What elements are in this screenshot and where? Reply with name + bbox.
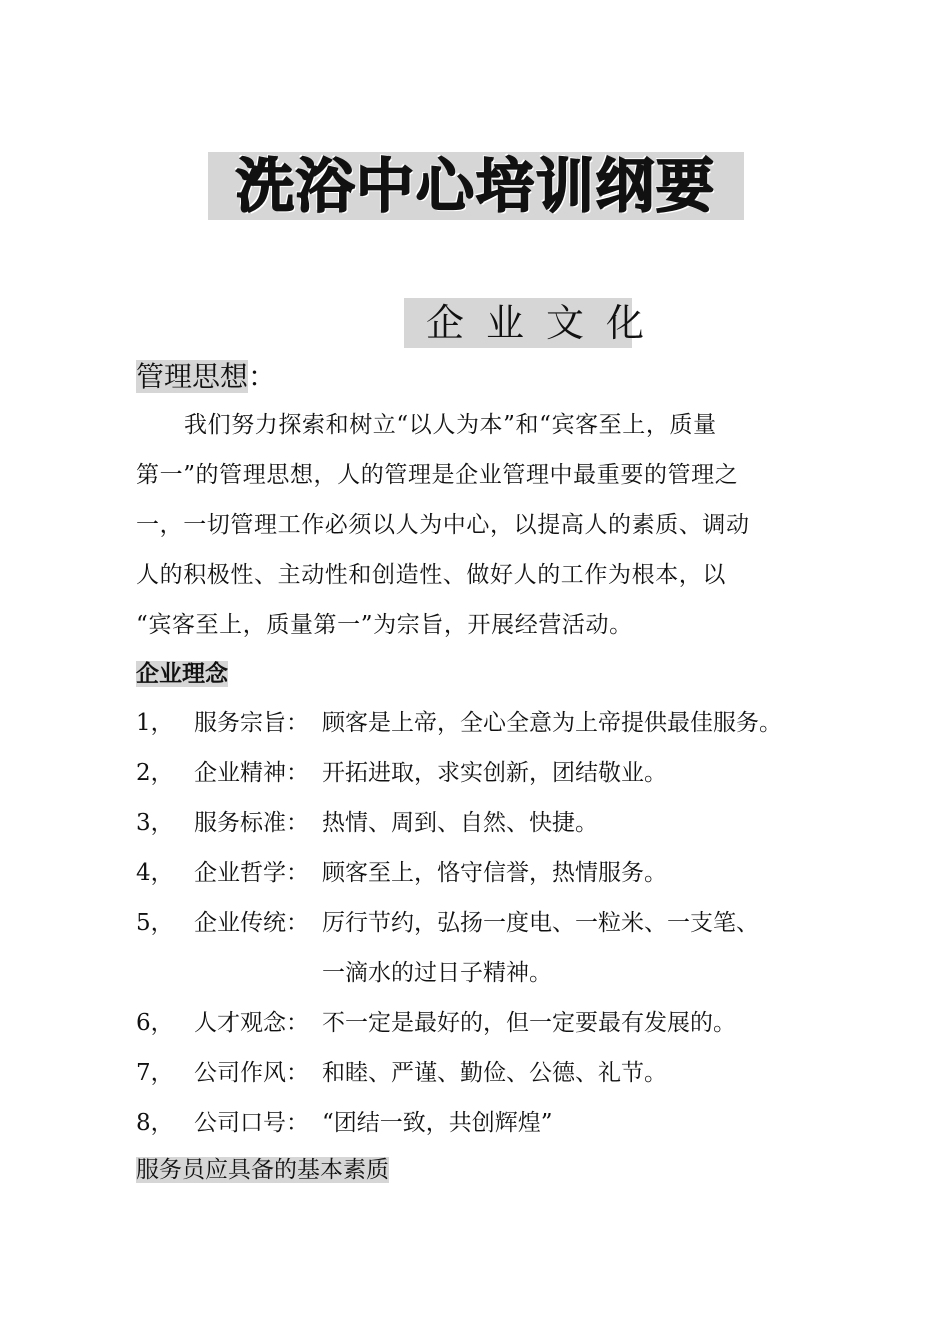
paragraph-line: “宾客至上，质量第一”为宗旨，开展经营活动。: [136, 612, 633, 638]
list-item-number: 5，: [136, 910, 174, 936]
section-title: 企业文化: [404, 298, 632, 348]
main-title: 洗浴中心培训纲要: [208, 152, 744, 220]
list-item-key: 服务宗旨：: [194, 710, 309, 736]
management-heading-text: 管理思想: [136, 360, 249, 393]
list-item: [136, 898, 836, 998]
philosophy-list: [136, 698, 836, 1148]
list-item: [136, 1098, 836, 1148]
list-item-number: 4，: [136, 860, 174, 886]
list-item-number: 2，: [136, 760, 174, 786]
list-item-number: 7，: [136, 1060, 174, 1086]
list-item-value-line: 热情、周到、自然、快捷。: [322, 810, 598, 836]
list-item-value: [322, 998, 822, 1048]
list-item-key: 公司口号：: [194, 1110, 309, 1136]
list-item-key: 企业哲学：: [194, 860, 309, 886]
quality-heading-text: 服务员应具备的基本素质: [136, 1157, 389, 1183]
management-heading-colon: ：: [248, 360, 277, 393]
list-item-number: 3，: [136, 810, 174, 836]
list-item-value-line: “团结一致，共创辉煌”: [322, 1110, 553, 1136]
list-item: [136, 848, 836, 898]
management-paragraph: [136, 400, 816, 650]
quality-heading: [136, 1152, 389, 1188]
list-item-key: 企业精神：: [194, 760, 309, 786]
list-item-key: 服务标准：: [194, 810, 309, 836]
list-item-value-line: 厉行节约，弘扬一度电、一粒米、一支笔、: [322, 910, 759, 936]
list-item-key: 公司作风：: [194, 1060, 309, 1086]
list-item-number: 6，: [136, 1010, 174, 1036]
paragraph-line: 我们努力探索和树立“以人为本”和“宾客至上，质量: [184, 412, 717, 438]
list-item-value: [322, 1048, 822, 1098]
list-item: [136, 998, 836, 1048]
list-item-number: 8，: [136, 1110, 174, 1136]
list-item-value: [322, 1098, 822, 1148]
list-item-key: 企业传统：: [194, 910, 309, 936]
list-item: [136, 1048, 836, 1098]
paragraph-line: 第一”的管理思想，人的管理是企业管理中最重要的管理之: [136, 462, 739, 488]
list-item-value: [322, 698, 822, 748]
list-item-value-line: 和睦、严谨、勤俭、公德、礼节。: [322, 1060, 667, 1086]
list-item-value: [322, 748, 822, 798]
list-item-value: [322, 848, 822, 898]
management-heading: [136, 356, 276, 398]
list-item-value: [322, 798, 822, 848]
list-item-key: 人才观念：: [194, 1010, 309, 1036]
list-item-value-line: 不一定是最好的，但一定要最有发展的。: [322, 1010, 736, 1036]
list-item: [136, 748, 836, 798]
philosophy-heading: [136, 656, 228, 692]
list-item-value-line: 一滴水的过日子精神。: [322, 960, 552, 986]
list-item-value-line: 顾客至上，恪守信誉，热情服务。: [322, 860, 667, 886]
paragraph-line: 一，一切管理工作必须以人为中心，以提高人的素质、调动: [136, 512, 750, 538]
list-item-number: 1，: [136, 710, 174, 736]
philosophy-heading-text: 企业理念: [136, 661, 228, 687]
list-item: [136, 798, 836, 848]
list-item-value: [322, 898, 822, 998]
list-item: [136, 698, 836, 748]
list-item-value-line: 顾客是上帝，全心全意为上帝提供最佳服务。: [322, 710, 782, 736]
paragraph-line: 人的积极性、主动性和创造性、做好人的工作为根本，以: [136, 562, 726, 588]
list-item-value-line: 开拓进取，求实创新，团结敬业。: [322, 760, 667, 786]
